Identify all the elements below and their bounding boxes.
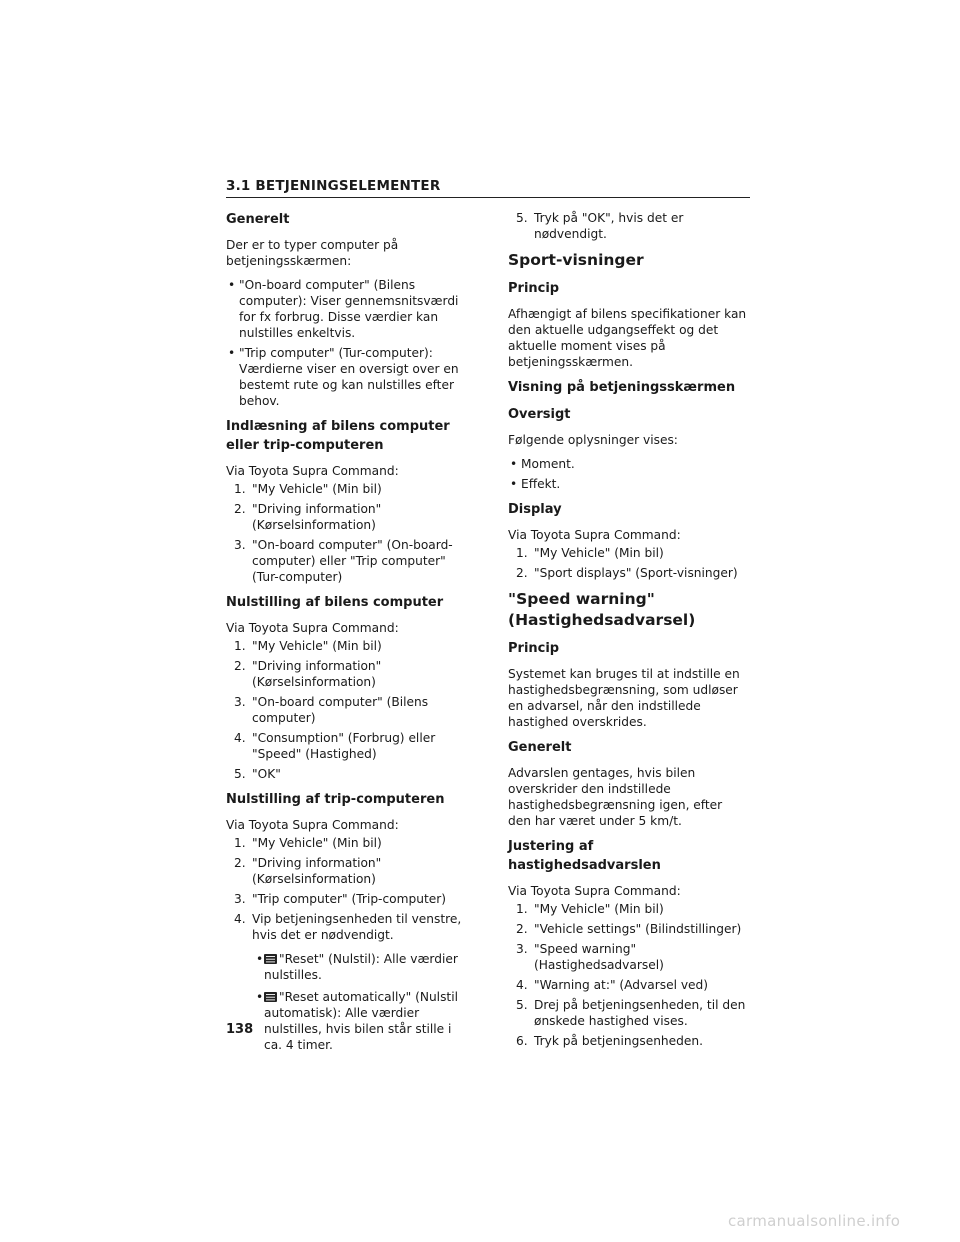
step-number: 4. <box>516 978 528 992</box>
bullet-text: Moment. <box>521 457 575 471</box>
step-item <box>508 921 748 937</box>
step-item <box>226 891 466 907</box>
watermark: carmanualsonline.info <box>728 1212 901 1230</box>
generelt-intro: Der er to typer computer på betjeningsskærmen: <box>226 238 399 268</box>
step-item <box>226 694 466 726</box>
left-column <box>226 210 466 1059</box>
display-via: Via Toyota Supra Command: <box>508 528 681 542</box>
step-number: 6. <box>516 1034 528 1048</box>
step-number: 2. <box>234 502 246 516</box>
sport-heading: Sport-visninger <box>508 251 644 269</box>
step-item <box>226 537 466 585</box>
nulstil-trip-heading: Nulstilling af trip-computeren <box>226 792 445 807</box>
step-text: "Sport displays" (Sport-visninger) <box>534 566 738 580</box>
step-number: 3. <box>516 942 528 956</box>
indlaesning-heading: Indlæsning af bilens computer eller trip-computeren <box>226 419 450 453</box>
step-number: 3. <box>234 695 246 709</box>
step-item <box>508 545 748 561</box>
step-text: "Vehicle settings" (Bilindstillinger) <box>534 922 742 936</box>
step-item <box>226 911 466 943</box>
step-text: "My Vehicle" (Min bil) <box>252 639 382 653</box>
option-text: "Reset" (Nulstil): Alle værdier nulstilles. <box>264 952 458 982</box>
step-item <box>226 501 466 533</box>
display-heading: Display <box>508 502 562 517</box>
step-item <box>226 855 466 887</box>
step-item <box>508 1033 748 1049</box>
speed-princip-text: Systemet kan bruges til at indstille en hastighedsbegrænsning, som udløser en advarsel, når den indstillede hastighed overskrides. <box>508 667 740 729</box>
option-text: "Reset automatically" (Nulstil automatisk): Alle værdier nulstilles, hvis bilen står stille i ca. 4 timer. <box>264 990 458 1052</box>
nulstil-bil-via: Via Toyota Supra Command: <box>226 621 399 635</box>
step-text: "Driving information" (Kørselsinformation) <box>252 502 382 532</box>
nulstil-trip-via: Via Toyota Supra Command: <box>226 818 399 832</box>
section-header: 3.1 BETJENINGSELEMENTER <box>226 178 750 198</box>
bullet-mark: • <box>256 952 264 966</box>
step-item <box>226 638 466 654</box>
menu-icon <box>264 992 277 1002</box>
list-item <box>508 456 748 472</box>
step-number: 5. <box>516 998 528 1012</box>
step-number: 1. <box>234 639 246 653</box>
bullet-text: Effekt. <box>521 477 561 491</box>
step-number: 2. <box>234 856 246 870</box>
step-text: "On-board computer" (Bilens computer) <box>252 695 429 725</box>
bullet-mark: • <box>510 457 518 471</box>
step-text: "Driving information" (Kørselsinformation) <box>252 856 382 886</box>
indlaesning-via: Via Toyota Supra Command: <box>226 464 399 478</box>
oversigt-text: Følgende oplysninger vises: <box>508 433 678 447</box>
step-item <box>508 565 748 581</box>
right-column <box>508 210 748 1053</box>
step-text: Vip betjeningsenheden til venstre, hvis det er nødvendigt. <box>252 912 462 942</box>
bullet-text: "Trip computer" (Tur-computer): Værdierne viser en oversigt over en bestemt rute og kan nulstilles efter behov. <box>239 346 459 408</box>
justering-via: Via Toyota Supra Command: <box>508 884 681 898</box>
bullet-mark: • <box>228 278 236 292</box>
step-item <box>508 210 748 242</box>
list-item <box>226 277 466 341</box>
nulstil-bil-heading: Nulstilling af bilens computer <box>226 595 444 610</box>
bullet-text: "On-board computer" (Bilens computer): Viser gennemsnitsværdi for fx forbrug. Disse værdier kan nulstilles enkeltvis. <box>239 278 459 340</box>
step-text: Tryk på "OK", hvis det er nødvendigt. <box>534 211 684 241</box>
speed-warning-heading <box>508 589 748 631</box>
step-number: 1. <box>516 902 528 916</box>
sport-princip-heading: Princip <box>508 281 560 296</box>
step-number: 4. <box>234 912 246 926</box>
bullet-mark: • <box>256 990 264 1004</box>
justering-heading: Justering af hastighedsadvarslen <box>508 839 661 873</box>
bullet-mark: • <box>510 477 518 491</box>
bullet-mark: • <box>228 346 236 360</box>
step-number: 4. <box>234 731 246 745</box>
sport-princip-text: Afhængigt af bilens specifikationer kan den aktuelle udgangseffekt og det aktuelle moment vises på betjeningsskærmen. <box>508 307 747 369</box>
step-text: "Trip computer" (Trip-computer) <box>252 892 446 906</box>
generelt-heading: Generelt <box>226 212 290 227</box>
step-text: "My Vehicle" (Min bil) <box>534 902 664 916</box>
speed-heading-line1: "Speed warning" <box>508 590 655 608</box>
step-text: Tryk på betjeningsenheden. <box>534 1034 703 1048</box>
step-text: "Driving information" (Kørselsinformation) <box>252 659 382 689</box>
step-text: "My Vehicle" (Min bil) <box>534 546 664 560</box>
step-text: "Warning at:" (Advarsel ved) <box>534 978 709 992</box>
step-item <box>226 481 466 497</box>
step-number: 3. <box>234 892 246 906</box>
step-item <box>508 977 748 993</box>
step-number: 3. <box>234 538 246 552</box>
step-text: "On-board computer" (On-board-computer) eller "Trip computer" (Tur-computer) <box>252 538 453 584</box>
oversigt-heading: Oversigt <box>508 407 571 422</box>
speed-princip-heading: Princip <box>508 641 560 656</box>
step-number: 2. <box>516 922 528 936</box>
step-number: 2. <box>234 659 246 673</box>
option-item <box>226 951 466 983</box>
step-item <box>226 766 466 782</box>
speed-generelt-text: Advarslen gentages, hvis bilen overskrider den indstillede hastighedsbegrænsning igen, efter den har været under 5 km/t. <box>508 766 723 828</box>
speed-heading-line2: (Hastighedsadvarsel) <box>508 611 696 629</box>
list-item <box>226 345 466 409</box>
step-number: 1. <box>516 546 528 560</box>
step-text: "Consumption" (Forbrug) eller "Speed" (Hastighed) <box>252 731 436 761</box>
step-text: "OK" <box>252 767 281 781</box>
step-text: "Speed warning" (Hastighedsadvarsel) <box>534 942 664 972</box>
step-text: Drej på betjeningsenheden, til den ønskede hastighed vises. <box>534 998 746 1028</box>
step-text: "My Vehicle" (Min bil) <box>252 836 382 850</box>
list-item <box>508 476 748 492</box>
step-number: 5. <box>516 211 528 225</box>
option-item <box>226 989 466 1053</box>
step-number: 1. <box>234 836 246 850</box>
step-item <box>508 941 748 973</box>
visning-heading: Visning på betjeningsskærmen <box>508 380 736 395</box>
speed-generelt-heading: Generelt <box>508 740 572 755</box>
step-item <box>508 997 748 1029</box>
step-item <box>508 901 748 917</box>
step-text: "My Vehicle" (Min bil) <box>252 482 382 496</box>
step-number: 1. <box>234 482 246 496</box>
step-number: 2. <box>516 566 528 580</box>
step-item <box>226 835 466 851</box>
page-number: 138 <box>226 1022 254 1037</box>
menu-icon <box>264 954 277 964</box>
step-item <box>226 658 466 690</box>
step-number: 5. <box>234 767 246 781</box>
step-item <box>226 730 466 762</box>
